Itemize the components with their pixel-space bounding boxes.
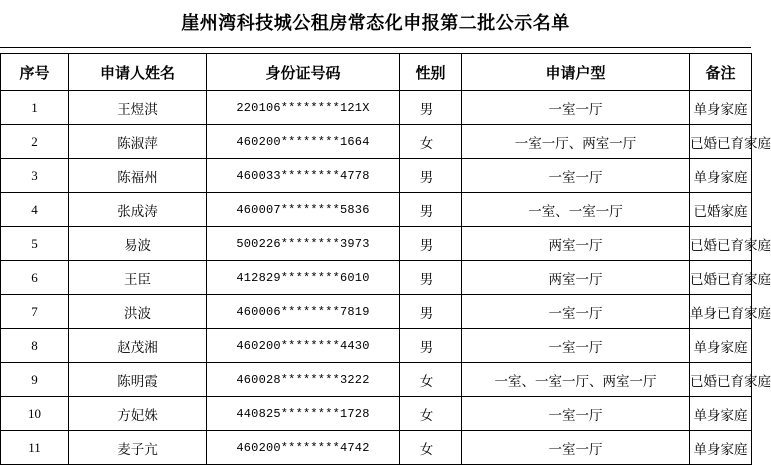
cell-id: 460200********1664 xyxy=(207,125,400,159)
cell-id: 460007********5836 xyxy=(207,193,400,227)
header-note: 备注 xyxy=(690,54,752,91)
cell-sex: 男 xyxy=(400,159,462,193)
table-row xyxy=(1,295,752,329)
cell-name: 陈明霞 xyxy=(69,363,207,397)
cell-id: 500226********3973 xyxy=(207,227,400,261)
cell-type: 两室一厅 xyxy=(462,227,690,261)
cell-type: 一室一厅 xyxy=(462,159,690,193)
cell-sex: 女 xyxy=(400,363,462,397)
cell-type: 一室一厅 xyxy=(462,431,690,465)
applicant-table xyxy=(0,53,771,465)
cell-seq: 4 xyxy=(1,193,69,227)
header-type: 申请户型 xyxy=(462,54,690,91)
header-name: 申请人姓名 xyxy=(69,54,207,91)
cell-id: 460033********4778 xyxy=(207,159,400,193)
cell-type: 一室一厅 xyxy=(462,295,690,329)
cell-sex: 男 xyxy=(400,91,462,125)
table-row xyxy=(1,91,752,125)
cell-id: 460028********3222 xyxy=(207,363,400,397)
cell-note: 单身家庭 xyxy=(690,159,752,193)
cell-id: 460006********7819 xyxy=(207,295,400,329)
header-sex: 性别 xyxy=(400,54,462,91)
cell-note: 已婚已育家庭 xyxy=(690,227,752,261)
table-row xyxy=(1,363,752,397)
table-row xyxy=(1,261,752,295)
cell-name: 陈福州 xyxy=(69,159,207,193)
cell-seq: 5 xyxy=(1,227,69,261)
cell-seq: 11 xyxy=(1,431,69,465)
cell-note: 已婚已育家庭 xyxy=(690,363,752,397)
cell-id: 460200********4430 xyxy=(207,329,400,363)
cell-sex: 女 xyxy=(400,397,462,431)
cell-note: 单身家庭 xyxy=(690,329,752,363)
cell-type: 一室一厅 xyxy=(462,91,690,125)
table-row xyxy=(1,431,752,465)
cell-seq: 7 xyxy=(1,295,69,329)
cell-name: 张成涛 xyxy=(69,193,207,227)
cell-note: 单身已育家庭 xyxy=(690,295,752,329)
cell-type: 两室一厅 xyxy=(462,261,690,295)
cell-note: 已婚家庭 xyxy=(690,193,752,227)
cell-id: 440825********1728 xyxy=(207,397,400,431)
table-row xyxy=(1,329,752,363)
cell-seq: 9 xyxy=(1,363,69,397)
cell-seq: 6 xyxy=(1,261,69,295)
cell-sex: 女 xyxy=(400,125,462,159)
table-header-row xyxy=(1,54,752,91)
cell-sex: 男 xyxy=(400,329,462,363)
cell-name: 王煜淇 xyxy=(69,91,207,125)
cell-note: 已婚已育家庭 xyxy=(690,125,752,159)
cell-sex: 男 xyxy=(400,227,462,261)
table-row xyxy=(1,227,752,261)
cell-type: 一室、一室一厅、两室一厅 xyxy=(462,363,690,397)
cell-seq: 8 xyxy=(1,329,69,363)
cell-note: 已婚已育家庭 xyxy=(690,261,752,295)
cell-id: 460200********4742 xyxy=(207,431,400,465)
header-seq: 序号 xyxy=(1,54,69,91)
table-row xyxy=(1,397,752,431)
cell-name: 王臣 xyxy=(69,261,207,295)
cell-id: 220106********121X xyxy=(207,91,400,125)
cell-name: 陈淑萍 xyxy=(69,125,207,159)
cell-note: 单身家庭 xyxy=(690,431,752,465)
cell-seq: 2 xyxy=(1,125,69,159)
cell-seq: 1 xyxy=(1,91,69,125)
header-id: 身份证号码 xyxy=(207,54,400,91)
cell-name: 麦子亢 xyxy=(69,431,207,465)
cell-sex: 男 xyxy=(400,193,462,227)
cell-type: 一室一厅 xyxy=(462,397,690,431)
cell-name: 易波 xyxy=(69,227,207,261)
table-row xyxy=(1,159,752,193)
cell-name: 赵茂湘 xyxy=(69,329,207,363)
cell-sex: 女 xyxy=(400,431,462,465)
cell-seq: 3 xyxy=(1,159,69,193)
cell-type: 一室一厅、两室一厅 xyxy=(462,125,690,159)
cell-id: 412829********6010 xyxy=(207,261,400,295)
cell-sex: 男 xyxy=(400,261,462,295)
cell-type: 一室一厅 xyxy=(462,329,690,363)
table-row xyxy=(1,125,752,159)
cell-name: 方妃姝 xyxy=(69,397,207,431)
cell-type: 一室、一室一厅 xyxy=(462,193,690,227)
cell-note: 单身家庭 xyxy=(690,91,752,125)
cell-seq: 10 xyxy=(1,397,69,431)
cell-note: 单身家庭 xyxy=(690,397,752,431)
page-title: 崖州湾科技城公租房常态化申报第二批公示名单 xyxy=(0,0,751,48)
table-row xyxy=(1,193,752,227)
cell-name: 洪波 xyxy=(69,295,207,329)
cell-sex: 男 xyxy=(400,295,462,329)
